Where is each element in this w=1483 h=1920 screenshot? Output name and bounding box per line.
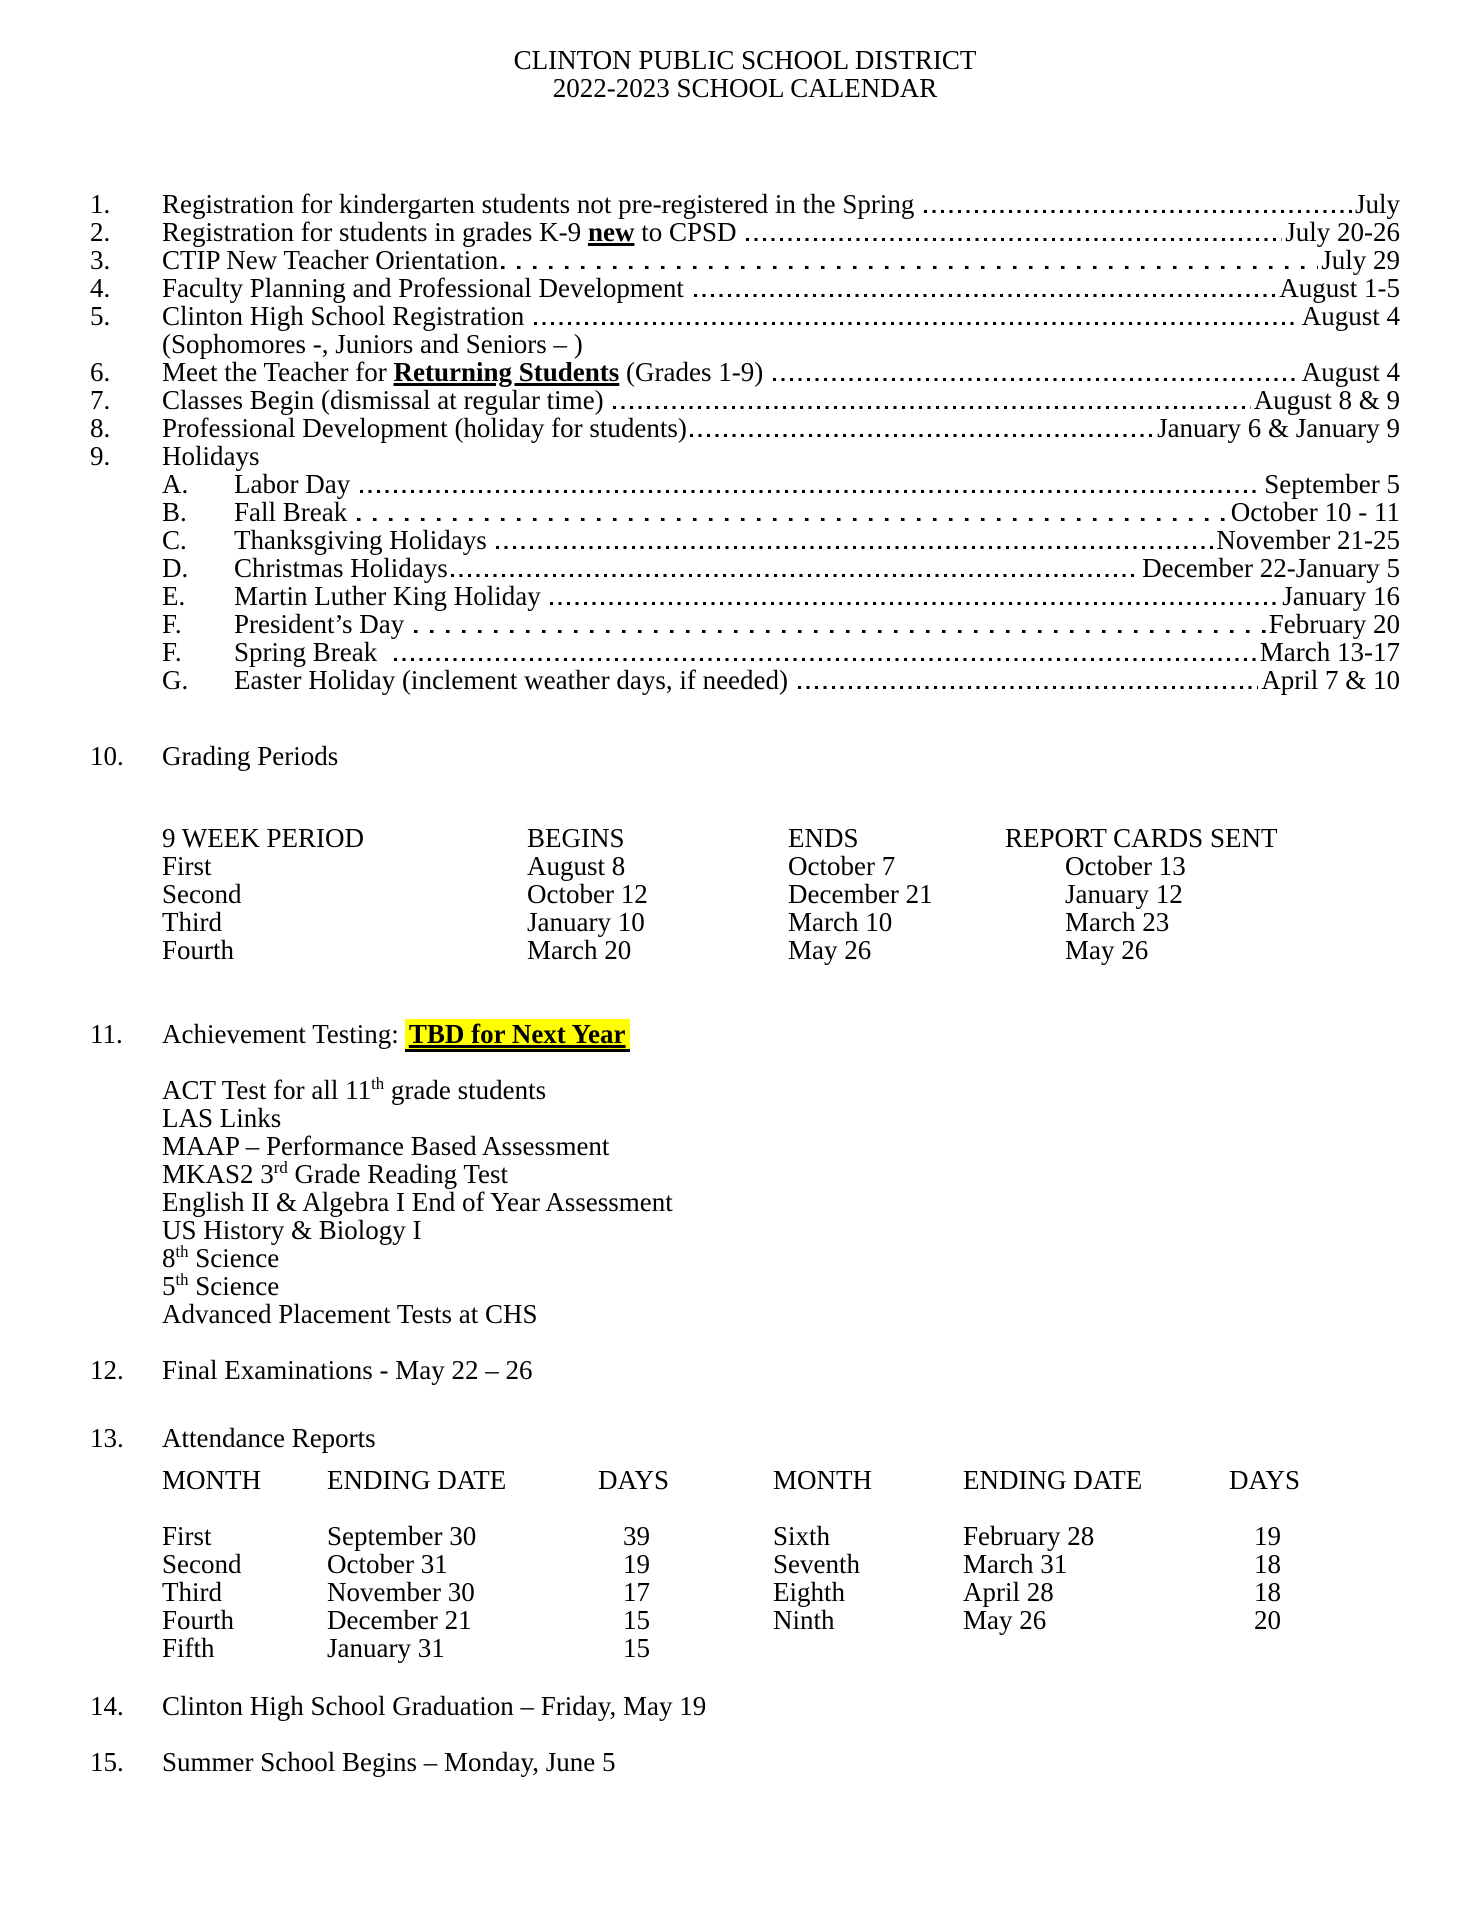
testing-line bbox=[162, 1216, 1400, 1244]
text-segment: US History & Biology I bbox=[162, 1215, 422, 1245]
schedule-row bbox=[90, 442, 1400, 470]
text-segment: Easter Holiday (inclement weather days, if needed) bbox=[234, 665, 795, 695]
text-segment: Fall Break bbox=[234, 497, 354, 527]
row-number: 3. bbox=[90, 245, 111, 275]
grading-cell: First bbox=[162, 851, 212, 881]
grading-cell: Third bbox=[162, 907, 222, 937]
attendance-cell: 39 bbox=[623, 1521, 650, 1551]
row-number: A. bbox=[162, 469, 189, 499]
attendance-cell: September 30 bbox=[327, 1521, 477, 1551]
text-segment: MAAP – Performance Based Assessment bbox=[162, 1131, 610, 1161]
grading-header-cell: 9 WEEK PERIOD bbox=[162, 823, 364, 853]
document-page bbox=[90, 0, 1400, 1776]
attendance-cell: February 28 bbox=[963, 1521, 1095, 1551]
grading-section bbox=[90, 742, 1400, 964]
schedule-row bbox=[90, 666, 1400, 694]
attendance-cell: 19 bbox=[623, 1549, 650, 1579]
row-number: 8. bbox=[90, 413, 111, 443]
text-segment: rd bbox=[273, 1158, 288, 1177]
row-number: F. bbox=[162, 637, 182, 667]
row-label bbox=[162, 302, 531, 330]
text-segment: th bbox=[175, 1270, 189, 1289]
text-segment: Returning Students bbox=[393, 357, 620, 387]
testing-heading-row bbox=[90, 1020, 1400, 1048]
text-segment: Science bbox=[188, 1243, 280, 1273]
dot-leader bbox=[798, 686, 1258, 690]
schedule-row bbox=[90, 582, 1400, 610]
row-label bbox=[234, 526, 493, 554]
grading-cell: January 10 bbox=[527, 907, 645, 937]
row-label bbox=[234, 582, 547, 610]
item-number: 10. bbox=[90, 741, 124, 771]
row-date: March 13-17 bbox=[1259, 637, 1400, 667]
attendance-header-cell: MONTH bbox=[162, 1465, 261, 1495]
attendance-cell bbox=[1229, 1634, 1400, 1662]
text-segment: MKAS2 3 bbox=[162, 1159, 274, 1189]
testing-section bbox=[90, 1020, 1400, 1328]
text-segment: Holidays bbox=[162, 441, 260, 471]
summer-school-row bbox=[90, 1748, 1400, 1776]
attendance-header-cell: DAYS bbox=[598, 1465, 670, 1495]
row-date: February 20 bbox=[1268, 609, 1400, 639]
row-content bbox=[162, 386, 1400, 414]
attendance-cell: Fourth bbox=[162, 1605, 235, 1635]
dot-leader bbox=[496, 546, 1213, 550]
dot-leader bbox=[451, 574, 1139, 578]
row-date: January 16 bbox=[1282, 581, 1400, 611]
attendance-cell: Ninth bbox=[773, 1605, 835, 1635]
row-number: G. bbox=[162, 665, 189, 695]
dot-leader bbox=[394, 658, 1257, 662]
attendance-heading-row bbox=[90, 1424, 1400, 1452]
row-number: 7. bbox=[90, 385, 111, 415]
text-segment: ACT Test for all 11 bbox=[162, 1075, 372, 1105]
text-segment: Spring Break bbox=[234, 637, 391, 667]
row-label bbox=[162, 414, 687, 442]
row-label bbox=[162, 386, 610, 414]
grading-header-cell: ENDS bbox=[788, 823, 859, 853]
text-segment: Meet the Teacher for bbox=[162, 357, 394, 387]
text-segment: Professional Development (holiday for students) bbox=[162, 413, 687, 443]
row-content bbox=[234, 526, 1400, 554]
attendance-cell: May 26 bbox=[963, 1605, 1047, 1635]
row-date: December 22-January 5 bbox=[1142, 553, 1400, 583]
row-date: November 21-25 bbox=[1216, 525, 1400, 555]
schedule-row bbox=[90, 610, 1400, 638]
schedule-row bbox=[90, 526, 1400, 554]
grading-cell: October 12 bbox=[527, 879, 648, 909]
attendance-cell: October 31 bbox=[327, 1549, 448, 1579]
text-segment: Registration for students in grades K-9 bbox=[162, 217, 588, 247]
row-content bbox=[162, 414, 1400, 442]
row-content bbox=[234, 470, 1400, 498]
attendance-cell: November 30 bbox=[327, 1577, 475, 1607]
grading-header-cell: BEGINS bbox=[527, 823, 625, 853]
dot-leader bbox=[924, 210, 1352, 214]
document-title-line2: 2022-2023 SCHOOL CALENDAR bbox=[552, 73, 938, 103]
attendance-section bbox=[90, 1424, 1400, 1662]
testing-heading-wrap bbox=[162, 1020, 630, 1048]
row-number: 4. bbox=[90, 273, 111, 303]
grading-cell: March 10 bbox=[788, 907, 893, 937]
testing-line bbox=[162, 1076, 1400, 1104]
attendance-cell: 18 bbox=[1254, 1577, 1281, 1607]
text-segment: CTIP New Teacher Orientation bbox=[162, 245, 499, 275]
attendance-cell: Second bbox=[162, 1549, 242, 1579]
attendance-cell: April 28 bbox=[963, 1577, 1054, 1607]
row-label bbox=[162, 190, 921, 218]
row-date: July bbox=[1354, 189, 1400, 219]
grading-cell: January 12 bbox=[1065, 879, 1183, 909]
row-content bbox=[234, 610, 1400, 638]
schedule-row bbox=[90, 302, 1400, 330]
row-content bbox=[162, 190, 1400, 218]
grading-cell: May 26 bbox=[1065, 935, 1149, 965]
attendance-cell: January 31 bbox=[327, 1633, 445, 1663]
schedule-row bbox=[90, 470, 1400, 498]
testing-line bbox=[162, 1272, 1400, 1300]
text-segment: Grade Reading Test bbox=[287, 1159, 509, 1189]
text-segment: LAS Links bbox=[162, 1103, 282, 1133]
row-content bbox=[234, 554, 1400, 582]
text-segment: (Grades 1-9) bbox=[619, 357, 770, 387]
text-segment: Faculty Planning and Professional Development bbox=[162, 273, 691, 303]
testing-line bbox=[162, 1104, 1400, 1132]
schedule-list bbox=[90, 190, 1400, 694]
row-number: B. bbox=[162, 497, 187, 527]
row-date: July 29 bbox=[1321, 245, 1400, 275]
schedule-row bbox=[90, 330, 1400, 358]
dot-leader bbox=[694, 294, 1277, 298]
grading-cell: March 20 bbox=[527, 935, 632, 965]
row-date: August 4 bbox=[1301, 357, 1400, 387]
dot-leader bbox=[360, 490, 1261, 494]
schedule-row bbox=[90, 218, 1400, 246]
row-date: January 6 & January 9 bbox=[1157, 413, 1400, 443]
schedule-row bbox=[90, 554, 1400, 582]
attendance-header-cell: ENDING DATE bbox=[963, 1465, 1143, 1495]
text-segment: grade students bbox=[384, 1075, 547, 1105]
attendance-cell: December 21 bbox=[327, 1605, 472, 1635]
finals-row bbox=[90, 1356, 1400, 1384]
grading-cell: March 23 bbox=[1065, 907, 1170, 937]
attendance-cell: Seventh bbox=[773, 1549, 860, 1579]
row-label bbox=[162, 274, 691, 302]
schedule-row bbox=[90, 246, 1400, 274]
schedule-row bbox=[90, 274, 1400, 302]
row-label bbox=[234, 498, 354, 526]
row-content bbox=[162, 274, 1400, 302]
text-segment: President’s Day bbox=[234, 609, 411, 639]
row-content bbox=[162, 302, 1400, 330]
schedule-row bbox=[90, 414, 1400, 442]
testing-line bbox=[162, 1160, 1400, 1188]
row-number: C. bbox=[162, 525, 187, 555]
row-number: D. bbox=[162, 553, 189, 583]
row-date: August 1-5 bbox=[1279, 273, 1400, 303]
row-date: August 4 bbox=[1301, 301, 1400, 331]
row-content bbox=[162, 442, 1400, 470]
attendance-cell: First bbox=[162, 1521, 212, 1551]
row-number: 1. bbox=[90, 189, 111, 219]
attendance-cell bbox=[963, 1634, 1229, 1662]
row-content bbox=[234, 498, 1400, 526]
row-label bbox=[234, 666, 795, 694]
text-segment: Martin Luther King Holiday bbox=[234, 581, 548, 611]
grading-cell: May 26 bbox=[788, 935, 872, 965]
text-segment: English II & Algebra I End of Year Assessment bbox=[162, 1187, 673, 1217]
grading-table bbox=[162, 824, 1400, 964]
row-label bbox=[162, 218, 743, 246]
schedule-row bbox=[90, 358, 1400, 386]
attendance-header-cell: MONTH bbox=[773, 1465, 872, 1495]
text-segment: new bbox=[587, 217, 635, 247]
row-label bbox=[234, 554, 448, 582]
attendance-cell: 15 bbox=[623, 1605, 650, 1635]
row-label bbox=[234, 638, 391, 666]
attendance-cell: 19 bbox=[1254, 1521, 1281, 1551]
schedule-row bbox=[90, 386, 1400, 414]
attendance-cell: Third bbox=[162, 1577, 222, 1607]
row-number: 5. bbox=[90, 301, 111, 331]
row-content bbox=[162, 218, 1400, 246]
dot-leader bbox=[550, 602, 1279, 606]
testing-highlight: TBD for Next Year bbox=[405, 1019, 630, 1052]
grading-cell: August 8 bbox=[527, 851, 626, 881]
row-content bbox=[234, 582, 1400, 610]
schedule-row bbox=[90, 498, 1400, 526]
testing-list bbox=[162, 1076, 1400, 1328]
dot-leader bbox=[746, 238, 1282, 242]
dot-leader bbox=[534, 322, 1299, 326]
grading-header-cell: REPORT CARDS SENT bbox=[1005, 823, 1278, 853]
text-segment: Labor Day bbox=[234, 469, 357, 499]
row-date: July 20-26 bbox=[1285, 217, 1400, 247]
row-label bbox=[162, 246, 498, 274]
document-title-line1: CLINTON PUBLIC SCHOOL DISTRICT bbox=[513, 45, 977, 75]
item-number: 12. bbox=[90, 1355, 124, 1385]
item-number: 11. bbox=[90, 1019, 123, 1049]
document-title bbox=[90, 0, 1400, 102]
testing-line bbox=[162, 1244, 1400, 1272]
testing-heading: Achievement Testing: bbox=[162, 1019, 399, 1049]
row-date: October 10 - 11 bbox=[1230, 497, 1400, 527]
row-label bbox=[162, 330, 583, 358]
item-number: 14. bbox=[90, 1691, 124, 1721]
table-spacer bbox=[162, 1494, 1400, 1522]
dot-leader bbox=[357, 518, 1228, 522]
dot-leader bbox=[690, 434, 1154, 438]
text-segment: 8 bbox=[162, 1243, 176, 1273]
graduation-row bbox=[90, 1692, 1400, 1720]
text-segment: 5 bbox=[162, 1271, 176, 1301]
row-number: F. bbox=[162, 609, 182, 639]
attendance-cell: 15 bbox=[623, 1633, 650, 1663]
dot-leader bbox=[613, 406, 1250, 410]
text-segment: th bbox=[175, 1242, 189, 1261]
text-segment: Classes Begin (dismissal at regular time) bbox=[162, 385, 611, 415]
attendance-heading: Attendance Reports bbox=[162, 1423, 376, 1453]
finals-text: Final Examinations - May 22 – 26 bbox=[162, 1355, 533, 1385]
grading-cell: Second bbox=[162, 879, 242, 909]
text-segment: Advanced Placement Tests at CHS bbox=[162, 1299, 538, 1329]
row-content bbox=[162, 358, 1400, 386]
row-date: April 7 & 10 bbox=[1261, 665, 1400, 695]
attendance-cell: 17 bbox=[623, 1577, 650, 1607]
text-segment: to CPSD bbox=[634, 217, 744, 247]
item-number: 13. bbox=[90, 1423, 124, 1453]
attendance-cell: 20 bbox=[1254, 1605, 1281, 1635]
attendance-cell: Fifth bbox=[162, 1633, 215, 1663]
text-segment: Registration for kindergarten students not pre-registered in the Spring bbox=[162, 189, 922, 219]
schedule-row bbox=[90, 638, 1400, 666]
row-label bbox=[162, 358, 770, 386]
row-date: August 8 & 9 bbox=[1253, 385, 1400, 415]
row-content bbox=[234, 666, 1400, 694]
grading-cell: October 7 bbox=[788, 851, 896, 881]
row-number bbox=[90, 330, 162, 358]
attendance-cell bbox=[773, 1634, 963, 1662]
row-content bbox=[234, 638, 1400, 666]
dot-leader bbox=[414, 630, 1266, 634]
grading-heading: Grading Periods bbox=[162, 741, 339, 771]
row-label bbox=[234, 610, 411, 638]
dot-leader bbox=[501, 266, 1318, 270]
text-segment: Science bbox=[188, 1271, 280, 1301]
attendance-header-cell: ENDING DATE bbox=[327, 1465, 507, 1495]
attendance-cell: Eighth bbox=[773, 1577, 845, 1607]
row-date: September 5 bbox=[1264, 469, 1400, 499]
grading-cell: October 13 bbox=[1065, 851, 1186, 881]
graduation-text: Clinton High School Graduation – Friday, May 19 bbox=[162, 1691, 707, 1721]
text-segment: Christmas Holidays bbox=[234, 553, 448, 583]
attendance-header-cell: DAYS bbox=[1229, 1465, 1301, 1495]
row-content bbox=[162, 246, 1400, 274]
dot-leader bbox=[773, 378, 1299, 382]
testing-line bbox=[162, 1132, 1400, 1160]
text-segment: th bbox=[371, 1074, 385, 1093]
row-label bbox=[162, 442, 260, 470]
schedule-row bbox=[90, 190, 1400, 218]
row-number: 6. bbox=[90, 357, 111, 387]
grading-cell: December 21 bbox=[788, 879, 933, 909]
text-segment: Thanksgiving Holidays bbox=[234, 525, 494, 555]
row-number: E. bbox=[162, 581, 186, 611]
attendance-cell: 18 bbox=[1254, 1549, 1281, 1579]
summer-school-text: Summer School Begins – Monday, June 5 bbox=[162, 1747, 616, 1777]
row-number: 9. bbox=[90, 441, 111, 471]
row-content bbox=[162, 330, 1400, 358]
row-number: 2. bbox=[90, 217, 111, 247]
grading-cell: Fourth bbox=[162, 935, 235, 965]
item-number: 15. bbox=[90, 1747, 124, 1777]
attendance-cell: Sixth bbox=[773, 1521, 831, 1551]
grading-heading-row bbox=[90, 742, 1400, 770]
testing-line bbox=[162, 1300, 1400, 1328]
text-segment: (Sophomores -, Juniors and Seniors – ) bbox=[162, 329, 583, 359]
attendance-table bbox=[162, 1466, 1400, 1662]
attendance-cell: March 31 bbox=[963, 1549, 1068, 1579]
testing-line bbox=[162, 1188, 1400, 1216]
row-label bbox=[234, 470, 357, 498]
text-segment: Clinton High School Registration bbox=[162, 301, 531, 331]
